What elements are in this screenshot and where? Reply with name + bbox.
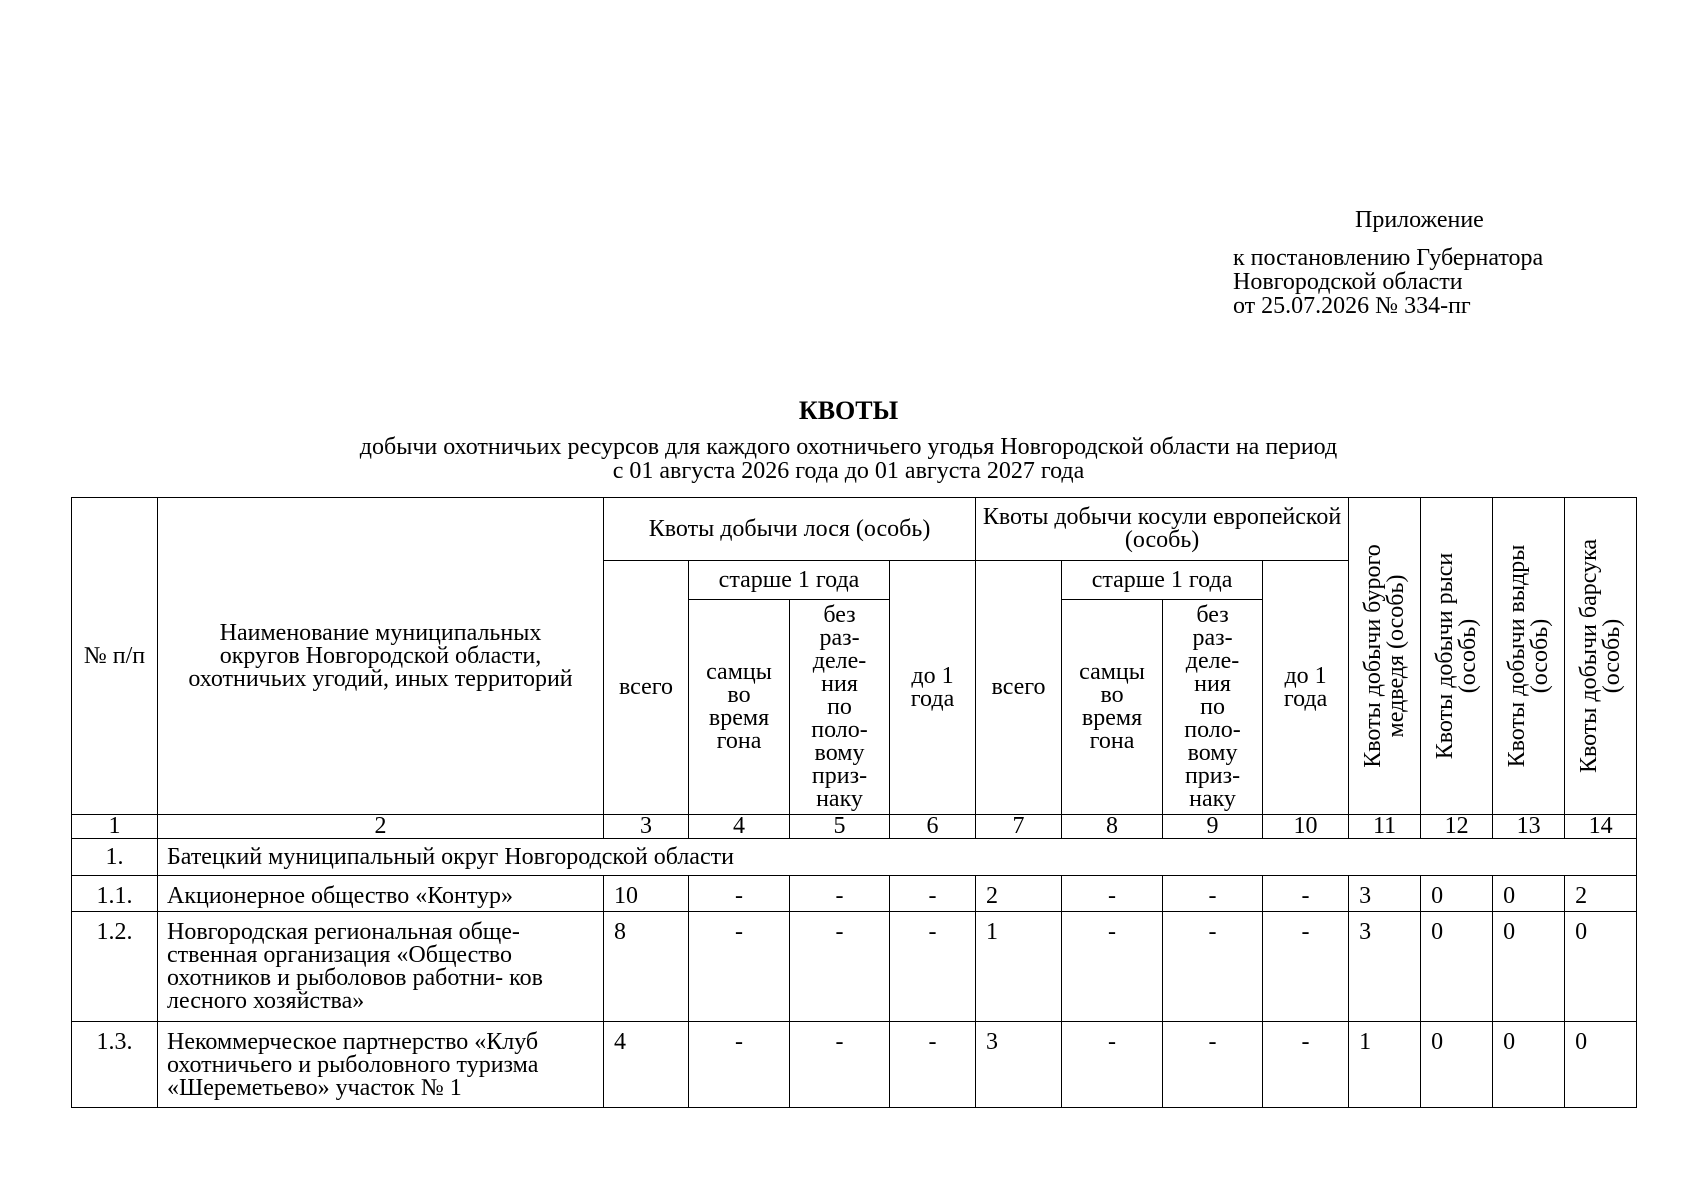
row-name: Новгородская региональная обще- ственная организация «Общество охотников и рыболовов работни- ков лесного хозяйства» <box>158 912 604 1022</box>
table-row <box>72 1022 1637 1108</box>
cell-elk-under1: - <box>890 912 976 1022</box>
header-elk-nosex: без раз- деле- ния по поло- вому приз- наку <box>790 600 890 815</box>
row-num: 1.2. <box>72 912 158 1022</box>
column-number: 8 <box>1062 815 1163 839</box>
row-num: 1.1. <box>72 876 158 912</box>
quotas-table <box>71 497 1637 1108</box>
cell-roe-males: - <box>1062 912 1163 1022</box>
cell-elk-nosex: - <box>790 876 890 912</box>
column-number: 13 <box>1493 815 1565 839</box>
header-lynx: Квоты добычи рыси (особь) <box>1421 498 1493 815</box>
cell-roe-under1: - <box>1263 1022 1349 1108</box>
cell-roe-total: 3 <box>976 1022 1062 1108</box>
header-roe-under1: до 1 года <box>1263 561 1349 815</box>
group-num: 1. <box>72 839 158 876</box>
cell-roe-nosex: - <box>1163 1022 1263 1108</box>
cell-elk-males: - <box>689 912 790 1022</box>
column-number: 10 <box>1263 815 1349 839</box>
header-badger: Квоты добычи барсука (особь) <box>1565 498 1637 815</box>
cell-elk-total: 10 <box>604 876 689 912</box>
cell-elk-under1: - <box>890 876 976 912</box>
table-row <box>72 876 1637 912</box>
cell-badger: 0 <box>1565 912 1637 1022</box>
cell-elk-males: - <box>689 876 790 912</box>
cell-roe-under1: - <box>1263 912 1349 1022</box>
header-name: Наименование муниципальных округов Новгородской области, охотничьих угодий, иных территорий <box>158 498 604 815</box>
header-elk-older: старше 1 года <box>689 561 890 600</box>
header-elk-total: всего <box>604 561 689 815</box>
column-number: 1 <box>72 815 158 839</box>
cell-elk-total: 4 <box>604 1022 689 1108</box>
header-num: № п/п <box>72 498 158 815</box>
document-subtitle-1: добычи охотничьих ресурсов для каждого охотничьего угодья Новгородской области на период <box>359 434 1338 460</box>
header-roe-nosex: без раз- деле- ния по поло- вому приз- наку <box>1163 600 1263 815</box>
header-roe-older: старше 1 года <box>1062 561 1263 600</box>
table-row <box>72 912 1637 1022</box>
cell-roe-males: - <box>1062 1022 1163 1108</box>
group-row <box>72 839 1637 876</box>
row-num: 1.3. <box>72 1022 158 1108</box>
column-number: 11 <box>1349 815 1421 839</box>
cell-bear: 3 <box>1349 876 1421 912</box>
row-name: Некоммерческое партнерство «Клуб охотничьего и рыболовного туризма «Шереметьево» участок № 1 <box>158 1022 604 1108</box>
cell-lynx: 0 <box>1421 1022 1493 1108</box>
appendix-line-2: Новгородской области <box>1233 269 1463 295</box>
column-number: 12 <box>1421 815 1493 839</box>
cell-otter: 0 <box>1493 912 1565 1022</box>
cell-lynx: 0 <box>1421 876 1493 912</box>
cell-badger: 0 <box>1565 1022 1637 1108</box>
cell-elk-under1: - <box>890 1022 976 1108</box>
cell-roe-under1: - <box>1263 876 1349 912</box>
column-number: 3 <box>604 815 689 839</box>
group-name: Батецкий муниципальный округ Новгородской области <box>158 839 1637 876</box>
column-number: 6 <box>890 815 976 839</box>
header-roe-males: самцы во время гона <box>1062 600 1163 815</box>
cell-roe-nosex: - <box>1163 876 1263 912</box>
cell-bear: 1 <box>1349 1022 1421 1108</box>
cell-roe-total: 1 <box>976 912 1062 1022</box>
document-title: КВОТЫ <box>798 396 899 425</box>
cell-elk-total: 8 <box>604 912 689 1022</box>
cell-roe-nosex: - <box>1163 912 1263 1022</box>
cell-bear: 3 <box>1349 912 1421 1022</box>
column-number-row <box>72 815 1637 839</box>
header-otter: Квоты добычи выдры (особь) <box>1493 498 1565 815</box>
column-number: 7 <box>976 815 1062 839</box>
column-number: 4 <box>689 815 790 839</box>
appendix-block <box>1233 208 1673 318</box>
header-elk-under1: до 1 года <box>890 561 976 815</box>
column-number: 9 <box>1163 815 1263 839</box>
cell-otter: 0 <box>1493 1022 1565 1108</box>
header-elk-males: самцы во время гона <box>689 600 790 815</box>
cell-lynx: 0 <box>1421 912 1493 1022</box>
cell-elk-males: - <box>689 1022 790 1108</box>
cell-badger: 2 <box>1565 876 1637 912</box>
header-bear: Квоты добычи бурого медведя (особь) <box>1349 498 1421 815</box>
column-number: 14 <box>1565 815 1637 839</box>
appendix-line-1: к постановлению Губернатора <box>1233 245 1544 271</box>
column-number: 5 <box>790 815 890 839</box>
header-roe-total: всего <box>976 561 1062 815</box>
cell-elk-nosex: - <box>790 912 890 1022</box>
cell-otter: 0 <box>1493 876 1565 912</box>
cell-roe-total: 2 <box>976 876 1062 912</box>
header-roe-group: Квоты добычи косули европейской (особь) <box>976 498 1349 561</box>
column-number: 2 <box>158 815 604 839</box>
row-name: Акционерное общество «Контур» <box>158 876 604 912</box>
appendix-title: Приложение <box>1355 207 1484 233</box>
cell-elk-nosex: - <box>790 1022 890 1108</box>
header-elk-group: Квоты добычи лося (особь) <box>604 498 976 561</box>
cell-roe-males: - <box>1062 876 1163 912</box>
document-subtitle-2: с 01 августа 2026 года до 01 августа 2027 года <box>612 458 1085 484</box>
appendix-line-3: от 25.07.2026 № 334-пг <box>1233 293 1471 319</box>
